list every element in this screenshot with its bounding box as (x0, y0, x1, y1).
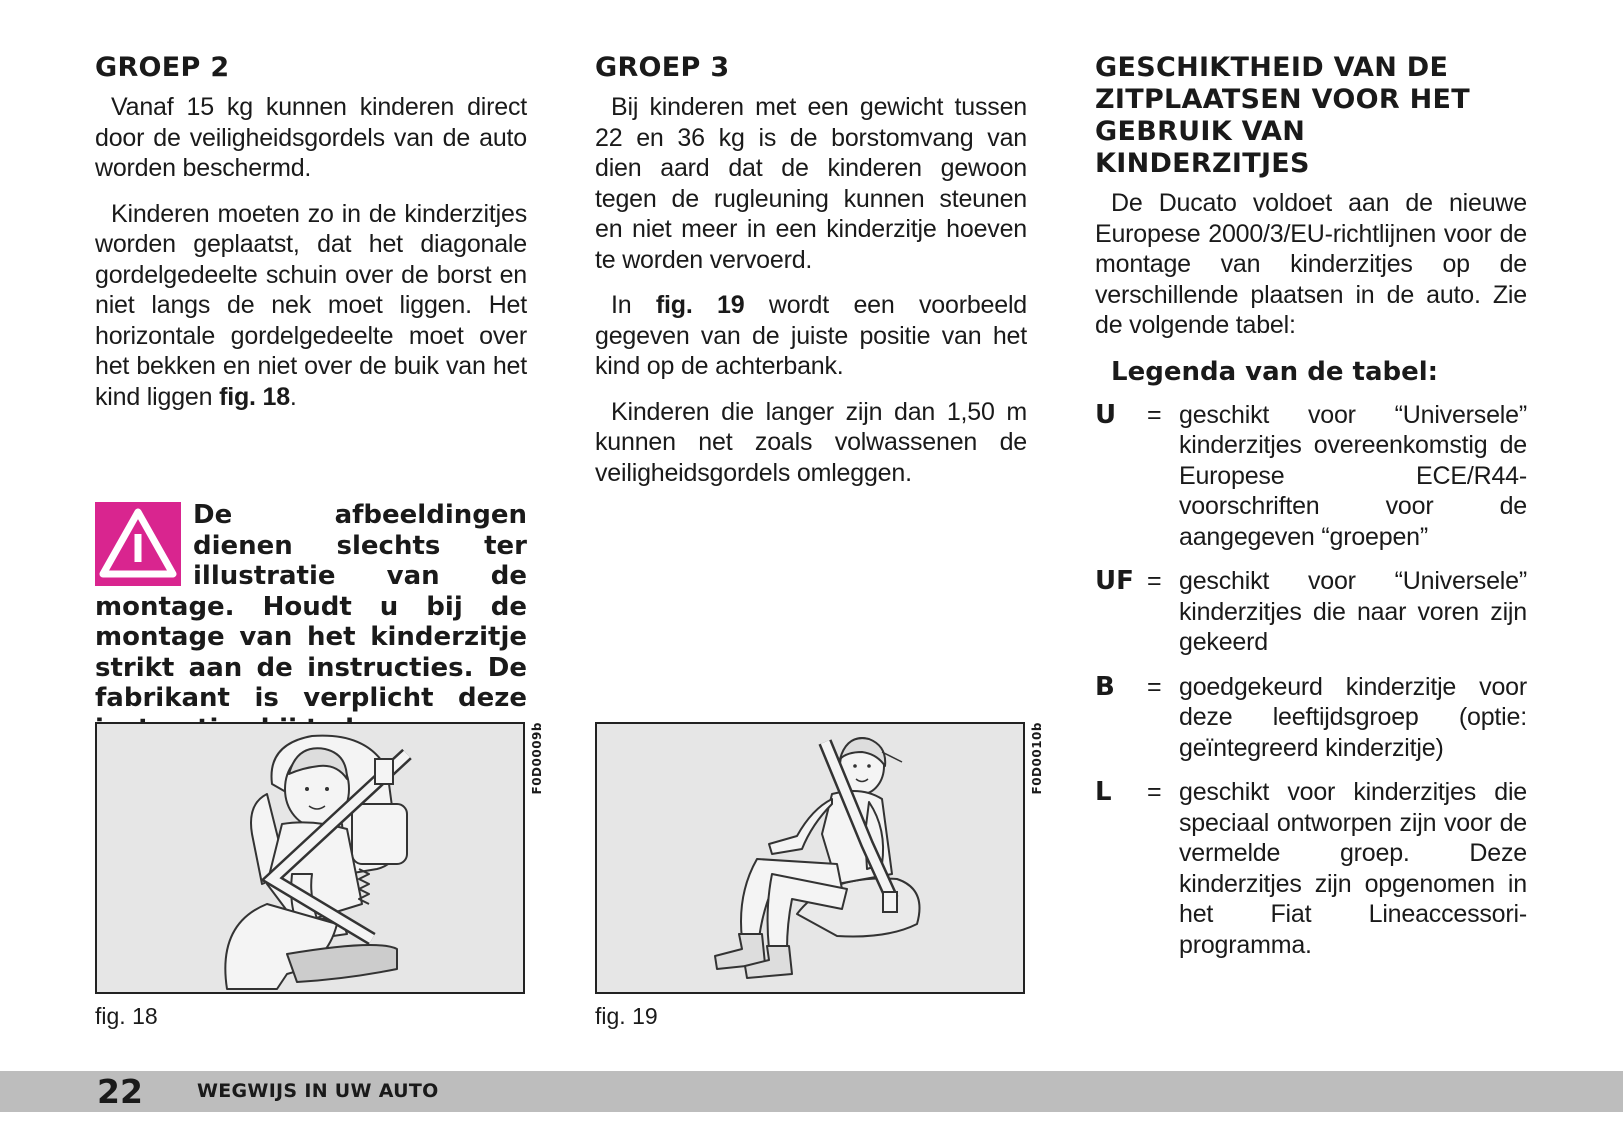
page-number: 22 (97, 1072, 143, 1111)
legend-equals: = (1147, 672, 1162, 701)
legend-code: UF (1095, 566, 1134, 596)
column-groep-2 (95, 52, 527, 427)
paragraph-end: . (289, 382, 297, 411)
column-groep-3 (595, 52, 1027, 503)
legend-code: U (1095, 399, 1117, 430)
warning-triangle-icon (95, 502, 181, 586)
figure-reference: fig. 18 (219, 382, 290, 411)
child-booster-seat-illustration (97, 724, 523, 992)
figure-19-caption: fig. 19 (595, 1003, 658, 1029)
figure-reference: fig. 19 (655, 291, 745, 319)
figure-18-illustration (95, 722, 525, 994)
figure-18-caption: fig. 18 (95, 1003, 158, 1029)
child-rear-seat-illustration (597, 724, 1023, 992)
warning-text: De afbeeldingen dienen slechts ter illustratie van de montage. Houdt u bij de montage van het kinderzitje strikt aan de instructies. De fabrikant is verplicht deze (95, 500, 527, 713)
heading-groep-3: GROEP 3 (595, 52, 730, 83)
legend-equals: = (1147, 567, 1162, 595)
paragraph-text: Kinderen moeten zo in de kinderzitjes worden geplaatst, dat het diagonale gordelgedeelte schuin over de borst en niet langs de nek moet liggen. Het horizontale gordelgedeelte moet over het bekken en niet over de buik van het kind liggen (95, 199, 527, 411)
paragraph-groep-3-adult: Kinderen die langer zijn dan 1,50 m kunnen net zoals volwassenen de veiligheidsgordels omleggen. (595, 397, 1027, 487)
legend-equals: = (1147, 778, 1162, 806)
figure-code: F0D0009b (530, 722, 544, 795)
figure-19-illustration (595, 722, 1025, 994)
paragraph-groep-2-placement (95, 199, 527, 413)
section-title: WEGWIJS IN UW AUTO (197, 1080, 439, 1102)
warning-note (95, 500, 527, 744)
legend-item-l (1095, 777, 1527, 960)
paragraph-groep-2-intro: Vanaf 15 kg kunnen kinderen direct door de veiligheidsgordels van de auto worden beschermd. (95, 93, 527, 182)
legend-item-uf (1095, 566, 1527, 658)
paragraph-groep-3-figure (595, 290, 1027, 382)
legend-equals: = (1147, 400, 1162, 429)
legend-description: goedgekeurd kinderzitje voor deze leeftijdsgroep (optie: geïntegreerd kinderzitje) (1179, 672, 1527, 762)
paragraph-suitability-intro: De Ducato voldoet aan de nieuwe Europese 2000/3/EU-richtlijnen voor de montage van kinderzitjes op de verschillende plaatsen in de auto. Zie de volgende tabel: (1095, 189, 1527, 339)
heading-suitability: GESCHIKTHEID VAN DE ZITPLAATSEN VOOR HET GEBRUIK VAN KINDERZITJES (1095, 52, 1471, 179)
legend-title: Legenda van de tabel: (1111, 356, 1439, 387)
figure-code: F0D0010b (1030, 722, 1044, 795)
paragraph-start: In (611, 291, 656, 319)
heading-groep-2: GROEP 2 (95, 52, 230, 83)
legend-item-b (1095, 672, 1527, 764)
legend-code: L (1095, 777, 1112, 807)
column-suitability (1095, 52, 1527, 974)
legend-description: geschikt voor “Universele” kinderzitjes die naar voren zijn gekeerd (1179, 567, 1527, 656)
paragraph-groep-3-intro: Bij kinderen met een gewicht tussen 22 en 36 kg is de borstomvang van dien aard dat de kinderen gewoon tegen de rugleuning kunnen steunen en niet meer in een kinderzitje hoeven te worden vervoerd. (595, 93, 1027, 274)
legend-code: B (1095, 671, 1115, 702)
legend-description: geschikt voor kinderzitjes die speciaal ontworpen zijn voor de vermelde groep. Deze kinderzitjes zijn opgenomen in het Fiat Lineaccessori-programma. (1179, 778, 1527, 959)
paragraph-end: wordt een voorbeeld gegeven van de juiste positie van het kind op de achterbank. (595, 291, 1028, 380)
legend-item-u (1095, 400, 1527, 553)
legend-description: geschikt voor “Universele” kinderzitjes overeenkomstig de Europese ECE/R44-voorschriften voor de aangegeven “groepen” (1179, 400, 1527, 551)
